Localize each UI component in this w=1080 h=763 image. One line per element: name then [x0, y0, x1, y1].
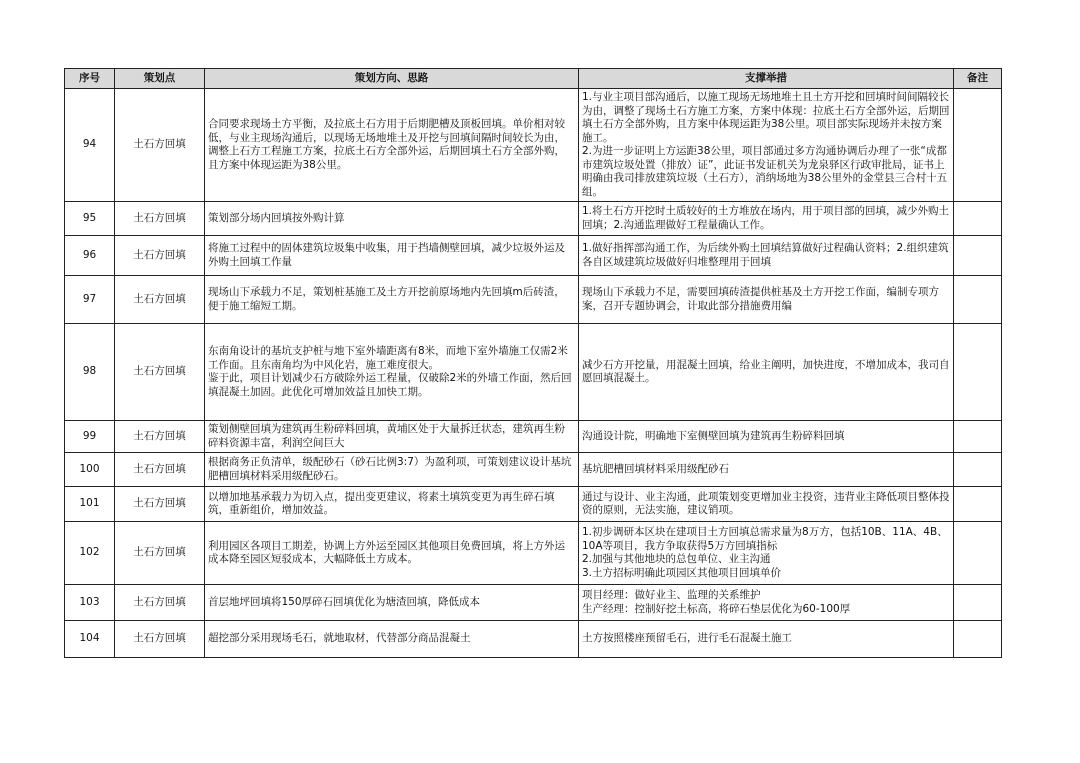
table-row: [65, 421, 1002, 453]
cell-no: 103: [65, 585, 115, 621]
cell-direction: 现场山下承载力不足，策划桩基施工及土方开挖前原场地内先回填m后砖渣，便于施工缩短工期。: [205, 276, 579, 324]
header-row: [65, 69, 1002, 89]
header-no: 序号: [65, 69, 115, 89]
cell-remark: [954, 453, 1002, 487]
cell-remark: [954, 236, 1002, 276]
cell-no: 104: [65, 621, 115, 658]
table-row: [65, 487, 1002, 522]
header-point: 策划点: [115, 69, 205, 89]
cell-no: 98: [65, 324, 115, 421]
header-direction: 策划方向、思路: [205, 69, 579, 89]
cell-remark: [954, 421, 1002, 453]
cell-measures: 通过与设计、业主沟通，此项策划变更增加业主投资，违背业主降低项目整体投资的原则，无法实施，建议销项。: [579, 487, 954, 522]
cell-no: 100: [65, 453, 115, 487]
table-row: [65, 621, 1002, 658]
cell-measures: 沟通设计院，明确地下室侧壁回填为建筑再生粉碎料回填: [579, 421, 954, 453]
cell-remark: [954, 585, 1002, 621]
table-row: [65, 202, 1002, 236]
cell-direction: 策划侧壁回填为建筑再生粉碎料回填，黄埔区处于大量拆迁状态，建筑再生粉碎料资源丰富，利润空间巨大: [205, 421, 579, 453]
cell-point: 土石方回填: [115, 522, 205, 585]
table-row: [65, 236, 1002, 276]
header-remark: 备注: [954, 69, 1002, 89]
cell-remark: [954, 621, 1002, 658]
planning-sheet: [64, 68, 1002, 658]
cell-measures: 项目经理：做好业主、监理的关系维护 生产经理：控制好挖土标高，将碎石垫层优化为60-100厚: [579, 585, 954, 621]
cell-point: 土石方回填: [115, 421, 205, 453]
cell-point: 土石方回填: [115, 89, 205, 202]
cell-remark: [954, 324, 1002, 421]
cell-no: 99: [65, 421, 115, 453]
cell-direction: 将施工过程中的固体建筑垃圾集中收集，用于挡墙侧壁回填，减少垃圾外运及外购土回填工作量: [205, 236, 579, 276]
cell-direction: 策划部分场内回填按外购计算: [205, 202, 579, 236]
cell-direction: 以增加地基承载力为切入点，提出变更建议，将素土填筑变更为再生碎石填筑，重新组价，增加效益。: [205, 487, 579, 522]
cell-measures: 基坑肥槽回填材料采用级配砂石: [579, 453, 954, 487]
cell-remark: [954, 202, 1002, 236]
cell-measures: 1.初步调研本区块在建项目土方回填总需求量为8万方，包括10B、11A、4B、10A等项目，我方争取获得5万方回填指标 2.加强与其他地块的总包单位、业主沟通 3.土方招标明确此项园区其他项目回填单价: [579, 522, 954, 585]
planning-table: [64, 68, 1002, 658]
cell-direction: 超挖部分采用现场毛石，就地取材，代替部分商品混凝土: [205, 621, 579, 658]
cell-direction: 利用园区各项目工期差，协调上方外运至园区其他项目免费回填，将上方外运成本降至园区短驳成本，大幅降低土方成本。: [205, 522, 579, 585]
cell-measures: 1.将土石方开挖时土质较好的土方堆放在场内，用于项目部的回填，减少外购土回填；2.沟通监理做好工程量确认工作。: [579, 202, 954, 236]
cell-no: 96: [65, 236, 115, 276]
table-row: [65, 89, 1002, 202]
cell-measures: 1.与业主项目部沟通后，以施工现场无场地堆土且土方开挖和回填时间间隔较长为由，调整了现场土石方施工方案，方案中体现：拉底土石方全部外运，后期回填土石方全部外购，且方案中体现运距为38公里。项目部实际现场并未按方案施工。 2.为进一步证明上方运距38公里，项目部通过多方沟通协调后办理了一张“成都市建筑垃圾处置（排放）证”，此证书发证机关为龙泉驿区行政审批局，证书上明确由我司排放建筑垃圾（土石方），消纳场地为38公里外的金堂县三合村十五组。: [579, 89, 954, 202]
table-row: [65, 453, 1002, 487]
cell-point: 土石方回填: [115, 585, 205, 621]
cell-point: 土石方回填: [115, 621, 205, 658]
cell-no: 94: [65, 89, 115, 202]
cell-point: 土石方回填: [115, 276, 205, 324]
table-row: [65, 522, 1002, 585]
cell-no: 95: [65, 202, 115, 236]
cell-direction: 东南角设计的基坑支护桩与地下室外墙距离有8米，而地下室外墙施工仅需2米工作面。且东南角均为中风化岩，施工难度很大。 鉴于此，项目计划减少石方破除外运工程量，仅破除2米的外墙工作面，然后回填混凝土加固。此优化可增加效益且加快工期。: [205, 324, 579, 421]
cell-measures: 土方按照楼座预留毛石，进行毛石混凝土施工: [579, 621, 954, 658]
cell-no: 102: [65, 522, 115, 585]
cell-direction: 合同要求现场土方平衡，及拉底土石方用于后期肥槽及顶板回填。单价相对较低，与业主现场沟通后，以现场无场地堆土及开挖与回填间隔时间较长为由，调整上石方工程施工方案，拉底土石方全部外运，后期回填土石方全部外购，且方案中体现运距为38公里。: [205, 89, 579, 202]
cell-measures: 1.做好指挥部沟通工作，为后续外购土回填结算做好过程确认资料；2.组织建筑各自区域建筑垃圾做好归堆整理用于回填: [579, 236, 954, 276]
cell-point: 土石方回填: [115, 453, 205, 487]
table-body: [65, 89, 1002, 658]
cell-direction: 首层地坪回填将150厚碎石回填优化为塘渣回填，降低成本: [205, 585, 579, 621]
cell-direction: 根据商务正负清单，级配砂石（砂石比例3:7）为盈利项，可策划建议设计基坑肥槽回填材料采用级配砂石。: [205, 453, 579, 487]
cell-remark: [954, 522, 1002, 585]
cell-point: 土石方回填: [115, 236, 205, 276]
table-row: [65, 276, 1002, 324]
cell-remark: [954, 487, 1002, 522]
table-row: [65, 585, 1002, 621]
cell-remark: [954, 89, 1002, 202]
header-measures: 支撑举措: [579, 69, 954, 89]
cell-no: 97: [65, 276, 115, 324]
cell-point: 土石方回填: [115, 202, 205, 236]
cell-no: 101: [65, 487, 115, 522]
cell-measures: 减少石方开挖量，用混凝土回填，给业主阐明，加快进度，不增加成本，我司自愿回填混凝土。: [579, 324, 954, 421]
table-header: [65, 69, 1002, 89]
cell-point: 土石方回填: [115, 487, 205, 522]
cell-remark: [954, 276, 1002, 324]
cell-measures: 现场山下承载力不足，需要回填砖渣提供桩基及土方开挖工作面，编制专项方案，召开专题协调会，计取此部分措施费用编: [579, 276, 954, 324]
table-row: [65, 324, 1002, 421]
cell-point: 土石方回填: [115, 324, 205, 421]
